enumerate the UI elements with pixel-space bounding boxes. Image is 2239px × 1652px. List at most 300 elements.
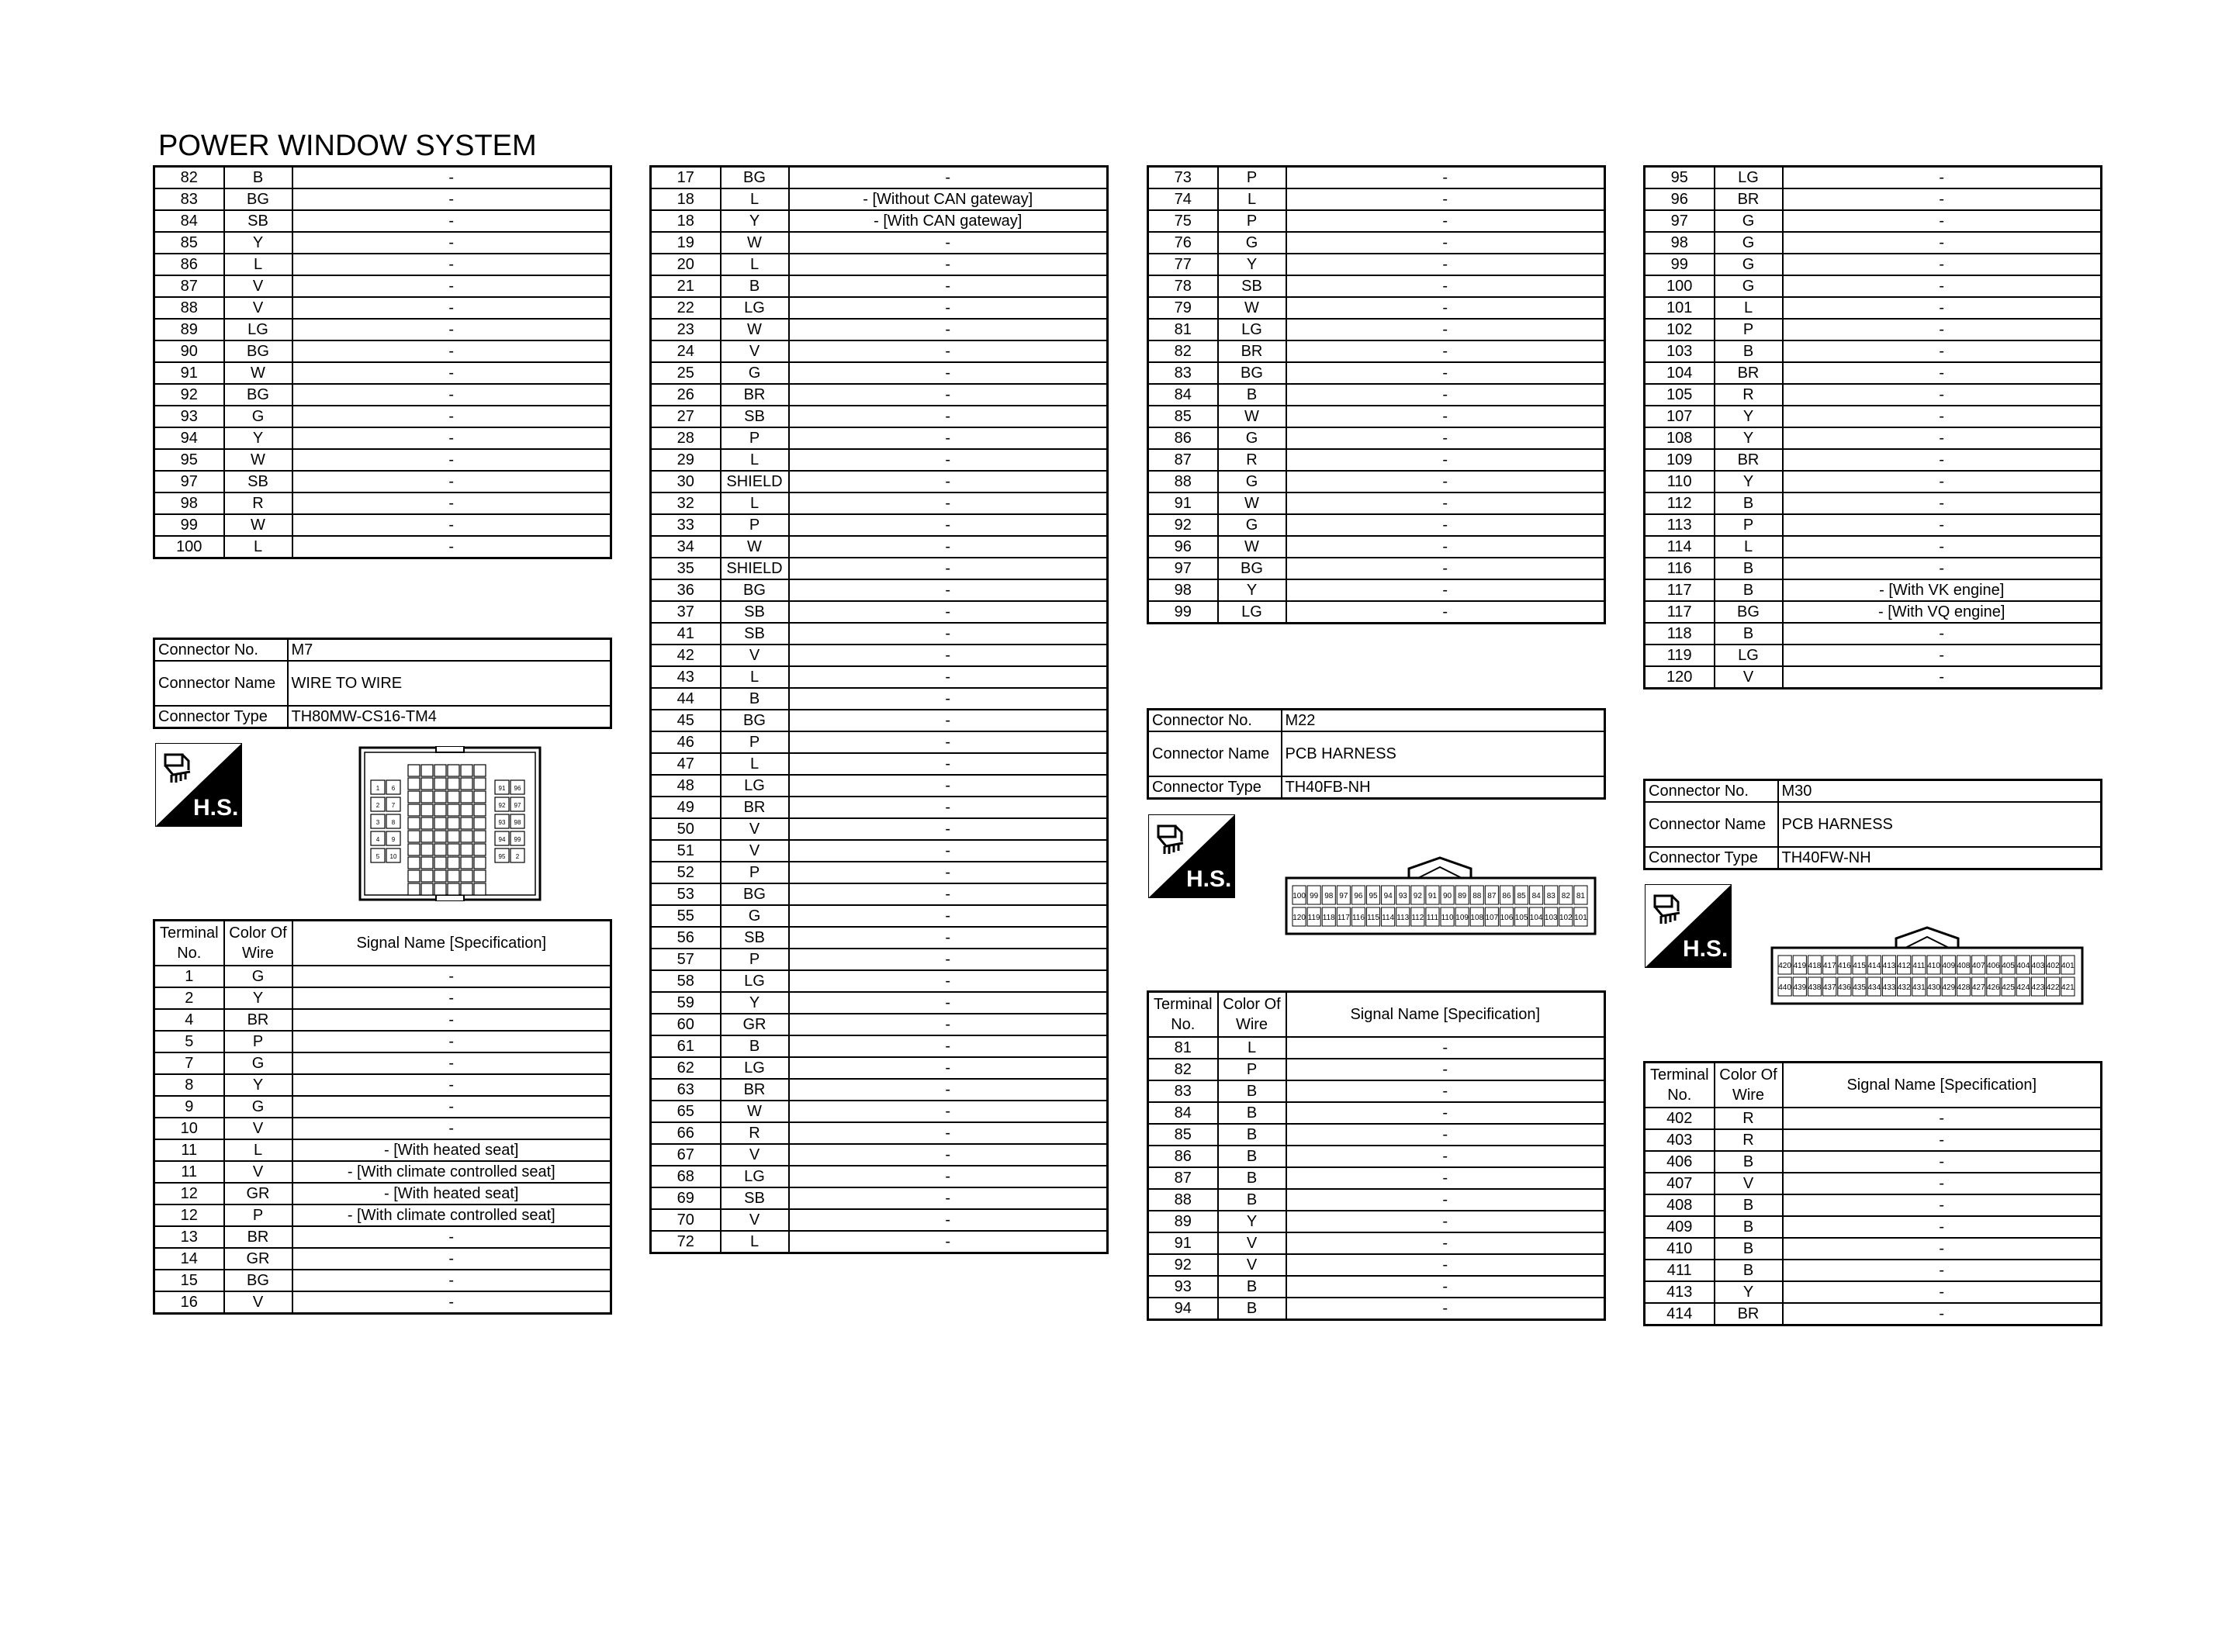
table-row — [651, 1231, 1108, 1253]
pin-label: 5 — [375, 853, 380, 860]
table-row — [651, 992, 1108, 1014]
wire-color-cell: B — [1715, 1151, 1783, 1173]
connector-name-label: Connector Name — [154, 661, 288, 706]
wire-color-cell: Y — [1218, 254, 1286, 275]
terminal-cell: 61 — [651, 1035, 721, 1057]
pin-label: 83 — [1546, 892, 1556, 900]
wire-color-cell: Y — [224, 1074, 292, 1096]
wire-color-cell: G — [1218, 232, 1286, 254]
terminal-cell: 414 — [1645, 1303, 1715, 1325]
table-row — [651, 254, 1108, 275]
terminal-cell: 79 — [1148, 297, 1218, 319]
signal-name-cell: - — [1286, 188, 1605, 210]
pin-label: 419 — [1793, 962, 1807, 970]
signal-name-cell: - — [789, 645, 1108, 666]
wire-color-cell: R — [1715, 384, 1783, 406]
signal-name-cell: - — [789, 623, 1108, 645]
table-row — [1148, 492, 1605, 514]
terminal-cell: 113 — [1645, 514, 1715, 536]
terminal-cell: 91 — [154, 362, 224, 384]
terminal-cell: 51 — [651, 840, 721, 862]
pin-cell — [461, 791, 472, 803]
wire-color-cell: B — [1218, 1102, 1286, 1124]
pin-label: 94 — [1383, 892, 1393, 900]
pin-label: 97 — [1339, 892, 1348, 900]
pin-cell — [434, 857, 446, 869]
terminal-cell: 88 — [154, 297, 224, 319]
wire-color-cell: SB — [721, 1187, 789, 1209]
pin-cell — [474, 778, 486, 790]
table-row — [651, 275, 1108, 297]
wire-color-cell: B — [721, 1035, 789, 1057]
pin-cell — [421, 857, 433, 869]
terminal-cell: 81 — [1148, 1037, 1218, 1059]
pin-label: 6 — [391, 785, 396, 792]
wire-color-cell: GR — [224, 1183, 292, 1204]
pin-label: 100 — [1293, 892, 1306, 900]
pin-cell — [408, 791, 420, 803]
wire-color-cell: GR — [721, 1014, 789, 1035]
wire-color-cell: L — [721, 254, 789, 275]
signal-name-cell: - [With climate controlled seat] — [292, 1161, 611, 1183]
table-row — [651, 514, 1108, 536]
col3-top-table — [1147, 165, 1606, 624]
wire-color-cell: W — [1218, 406, 1286, 427]
signal-name-cell: - — [292, 1226, 611, 1248]
terminal-cell: 87 — [1148, 449, 1218, 471]
wire-color-cell: L — [721, 666, 789, 688]
terminal-cell: 48 — [651, 775, 721, 797]
terminal-cell: 19 — [651, 232, 721, 254]
pin-cell — [434, 791, 446, 803]
table-row — [154, 319, 611, 340]
table-row — [651, 818, 1108, 840]
pin-label: 95 — [1369, 892, 1378, 900]
signal-name-cell: - — [789, 1101, 1108, 1122]
table-row — [651, 1187, 1108, 1209]
wire-color-cell: W — [224, 449, 292, 471]
table-row — [1645, 623, 2102, 645]
table-row — [1645, 601, 2102, 623]
pin-cell — [461, 804, 472, 816]
wire-color-cell: Y — [721, 210, 789, 232]
table-row — [651, 1166, 1108, 1187]
header-color-of-wire: Color Of Wire — [1715, 1063, 1783, 1108]
terminal-cell: 92 — [154, 384, 224, 406]
header-terminal-no: Terminal No. — [154, 921, 224, 966]
table-row — [1645, 1108, 2102, 1129]
table-row — [154, 1204, 611, 1226]
wire-color-cell: BR — [1715, 362, 1783, 384]
table-row — [1645, 492, 2102, 514]
wire-color-cell: Y — [224, 427, 292, 449]
signal-name-cell: - [Without CAN gateway] — [789, 188, 1108, 210]
pin-cell — [421, 831, 433, 842]
pin-label: 89 — [1458, 892, 1467, 900]
wire-color-cell: B — [1218, 1276, 1286, 1298]
terminal-cell: 34 — [651, 536, 721, 558]
table-row — [651, 797, 1108, 818]
signal-name-cell: - — [789, 1014, 1108, 1035]
table-row — [154, 1161, 611, 1183]
wire-color-cell: B — [1218, 1189, 1286, 1211]
table-row — [651, 579, 1108, 601]
terminal-cell: 66 — [651, 1122, 721, 1144]
terminal-cell: 101 — [1645, 297, 1715, 319]
connector-no-value: M22 — [1282, 710, 1605, 732]
table-row — [1148, 1146, 1605, 1167]
table-row — [1148, 297, 1605, 319]
table-row — [1645, 406, 2102, 427]
table-row — [1645, 167, 2102, 189]
wire-color-cell: V — [721, 645, 789, 666]
terminal-cell: 108 — [1645, 427, 1715, 449]
table-row — [1148, 536, 1605, 558]
table-row — [651, 688, 1108, 710]
pin-cell — [474, 765, 486, 776]
terminal-cell: 30 — [651, 471, 721, 492]
signal-name-cell: - — [1286, 514, 1605, 536]
wire-color-cell: BR — [224, 1226, 292, 1248]
signal-name-cell: - — [1783, 384, 2102, 406]
signal-name-cell: - — [292, 254, 611, 275]
table-row — [154, 492, 611, 514]
pin-cell — [474, 870, 486, 882]
terminal-cell: 14 — [154, 1248, 224, 1270]
table-row — [154, 188, 611, 210]
terminal-cell: 26 — [651, 384, 721, 406]
harness-side-icon — [155, 743, 242, 827]
wire-color-cell: LG — [224, 319, 292, 340]
signal-name-cell: - — [1286, 1037, 1605, 1059]
hs-label: H.S. — [1186, 866, 1232, 892]
terminal-cell: 411 — [1645, 1260, 1715, 1281]
pin-label: 120 — [1293, 914, 1306, 922]
terminal-cell: 402 — [1645, 1108, 1715, 1129]
table-row — [154, 449, 611, 471]
table-row — [1645, 1216, 2102, 1238]
pin-label: 407 — [1971, 962, 1985, 970]
pin-cell — [408, 778, 420, 790]
wire-color-cell: SB — [721, 601, 789, 623]
header-color-of-wire: Color Of Wire — [224, 921, 292, 966]
signal-name-cell: - — [1286, 1298, 1605, 1320]
signal-name-cell: - [With CAN gateway] — [789, 210, 1108, 232]
table-row — [154, 1074, 611, 1096]
signal-name-cell: - — [1783, 1129, 2102, 1151]
signal-name-cell: - — [789, 927, 1108, 949]
connector-no-label: Connector No. — [1148, 710, 1282, 732]
pin-label: 88 — [1472, 892, 1482, 900]
wire-color-cell: L — [721, 449, 789, 471]
pin-label: 408 — [1957, 962, 1971, 970]
signal-name-cell: - — [292, 319, 611, 340]
terminal-cell: 17 — [651, 167, 721, 189]
table-row — [154, 427, 611, 449]
signal-name-cell: - — [789, 297, 1108, 319]
wire-color-cell: V — [1218, 1232, 1286, 1254]
signal-name-cell: - — [1783, 1151, 2102, 1173]
table-row — [1148, 427, 1605, 449]
wire-color-cell: B — [1715, 340, 1783, 362]
table-row — [651, 384, 1108, 406]
terminal-cell: 9 — [154, 1096, 224, 1118]
wire-color-cell: B — [1218, 384, 1286, 406]
signal-name-cell: - — [789, 427, 1108, 449]
signal-name-cell: - — [789, 862, 1108, 883]
pin-label: 429 — [1942, 983, 1956, 992]
signal-name-cell: - — [1286, 362, 1605, 384]
wire-color-cell: Y — [721, 992, 789, 1014]
table-row — [1645, 319, 2102, 340]
signal-name-cell: - — [789, 406, 1108, 427]
wire-color-cell: V — [224, 1118, 292, 1139]
terminal-cell: 94 — [1148, 1298, 1218, 1320]
signal-name-cell: - — [292, 188, 611, 210]
terminal-cell: 56 — [651, 927, 721, 949]
pin-label: 409 — [1942, 962, 1956, 970]
wire-color-cell: Y — [1715, 406, 1783, 427]
wire-color-cell: G — [1218, 471, 1286, 492]
terminal-cell: 18 — [651, 188, 721, 210]
pin-cell — [434, 844, 446, 855]
table-row — [1148, 514, 1605, 536]
terminal-cell: 103 — [1645, 340, 1715, 362]
table-row — [1148, 471, 1605, 492]
table-row — [1645, 449, 2102, 471]
signal-name-cell: - — [292, 362, 611, 384]
table-row — [1148, 188, 1605, 210]
terminal-cell: 15 — [154, 1270, 224, 1291]
pin-label: 435 — [1853, 983, 1866, 992]
pin-label: 440 — [1778, 983, 1791, 992]
table-row — [1645, 362, 2102, 384]
terminal-cell: 74 — [1148, 188, 1218, 210]
signal-name-cell: - — [789, 167, 1108, 189]
signal-name-cell: - [With heated seat] — [292, 1183, 611, 1204]
table-row — [651, 601, 1108, 623]
table-row — [651, 775, 1108, 797]
table-row — [154, 1031, 611, 1052]
signal-name-cell: - — [1286, 319, 1605, 340]
pin-label: 97 — [514, 802, 521, 809]
signal-name-cell: - — [789, 905, 1108, 927]
table-row — [154, 987, 611, 1009]
table-row — [1645, 254, 2102, 275]
wire-color-cell: B — [1218, 1146, 1286, 1167]
connector-no-label: Connector No. — [1645, 780, 1778, 803]
terminal-cell: 1 — [154, 966, 224, 987]
wire-color-cell: B — [1218, 1298, 1286, 1320]
pin-label: 416 — [1838, 962, 1851, 970]
signal-name-cell: - — [1286, 1232, 1605, 1254]
terminal-cell: 102 — [1645, 319, 1715, 340]
wire-color-cell: P — [721, 427, 789, 449]
wire-color-cell: G — [1715, 275, 1783, 297]
table-row — [651, 362, 1108, 384]
pin-cell — [474, 831, 486, 842]
signal-name-cell: - — [789, 1122, 1108, 1144]
wire-color-cell: B — [1715, 1194, 1783, 1216]
harness-side-icon — [1148, 814, 1235, 898]
signal-name-cell: - — [1783, 232, 2102, 254]
table-row — [154, 384, 611, 406]
pin-cell — [408, 857, 420, 869]
pin-cell — [434, 765, 446, 776]
m30-connector-diagram — [1770, 924, 2084, 1005]
signal-name-cell: - — [1783, 536, 2102, 558]
col1-top-table — [153, 165, 612, 559]
pin-cell — [434, 778, 446, 790]
table-row — [1148, 558, 1605, 579]
signal-name-cell: - — [292, 232, 611, 254]
pin-cell — [421, 844, 433, 855]
terminal-cell: 97 — [154, 471, 224, 492]
wire-color-cell: V — [721, 340, 789, 362]
table-row — [154, 536, 611, 558]
terminal-cell: 21 — [651, 275, 721, 297]
table-row — [651, 427, 1108, 449]
signal-name-cell: - — [789, 1144, 1108, 1166]
terminal-cell: 85 — [154, 232, 224, 254]
pin-label: 404 — [2016, 962, 2030, 970]
terminal-cell: 45 — [651, 710, 721, 731]
pin-label: 413 — [1882, 962, 1896, 970]
wire-color-cell: G — [224, 966, 292, 987]
signal-name-cell: - — [1783, 492, 2102, 514]
connector-type-value: TH40FB-NH — [1282, 776, 1605, 799]
signal-name-cell: - — [1783, 1108, 2102, 1129]
connector-type-label: Connector Type — [154, 706, 288, 728]
table-row — [651, 1209, 1108, 1231]
signal-name-cell: - — [789, 710, 1108, 731]
table-row — [1148, 1232, 1605, 1254]
table-row — [651, 297, 1108, 319]
wire-color-cell: W — [1218, 297, 1286, 319]
terminal-cell: 10 — [154, 1118, 224, 1139]
terminal-cell: 24 — [651, 340, 721, 362]
pin-label: 10 — [389, 853, 397, 860]
signal-name-cell: - — [1286, 340, 1605, 362]
signal-name-cell: - — [1783, 319, 2102, 340]
header-terminal-no: Terminal No. — [1645, 1063, 1715, 1108]
wire-color-cell: LG — [721, 970, 789, 992]
table-row — [154, 514, 611, 536]
wire-color-cell: P — [1715, 514, 1783, 536]
wire-color-cell: W — [224, 362, 292, 384]
terminal-cell: 32 — [651, 492, 721, 514]
signal-name-cell: - — [1783, 188, 2102, 210]
terminal-cell: 23 — [651, 319, 721, 340]
pin-label: 118 — [1322, 914, 1335, 922]
signal-name-cell: - — [292, 492, 611, 514]
terminal-cell: 68 — [651, 1166, 721, 1187]
table-row — [1645, 232, 2102, 254]
signal-name-cell: - — [789, 340, 1108, 362]
signal-name-cell: - — [292, 1031, 611, 1052]
terminal-cell: 27 — [651, 406, 721, 427]
pin-cell — [461, 778, 472, 790]
terminal-cell: 407 — [1645, 1173, 1715, 1194]
connector-type-label: Connector Type — [1148, 776, 1282, 799]
wire-color-cell: BG — [224, 340, 292, 362]
hs-label: H.S. — [1683, 936, 1729, 962]
signal-name-cell: - — [1783, 340, 2102, 362]
table-row — [154, 254, 611, 275]
pin-cell — [434, 804, 446, 816]
pin-cell — [408, 831, 420, 842]
table-row — [154, 1009, 611, 1031]
wire-color-cell: BR — [1715, 188, 1783, 210]
pin-label: 428 — [1957, 983, 1971, 992]
pin-label: 402 — [2046, 962, 2060, 970]
wire-color-cell: BG — [224, 384, 292, 406]
terminal-cell: 52 — [651, 862, 721, 883]
pin-cell — [434, 831, 446, 842]
table-row — [1645, 1194, 2102, 1216]
terminal-cell: 44 — [651, 688, 721, 710]
pin-label: 106 — [1500, 914, 1514, 922]
pin-label: 94 — [498, 836, 506, 843]
signal-name-cell: - — [1286, 297, 1605, 319]
table-row — [651, 492, 1108, 514]
signal-name-cell: - — [1783, 449, 2102, 471]
signal-name-cell: - [With climate controlled seat] — [292, 1204, 611, 1226]
table-row — [1645, 471, 2102, 492]
signal-name-cell: - — [1286, 558, 1605, 579]
wire-color-cell: B — [224, 167, 292, 189]
pin-cell — [421, 817, 433, 829]
table-row — [1148, 579, 1605, 601]
pin-label: 113 — [1396, 914, 1410, 922]
table-header — [154, 921, 611, 966]
terminal-cell: 92 — [1148, 514, 1218, 536]
terminal-cell: 109 — [1645, 449, 1715, 471]
pin-label: 93 — [498, 819, 506, 826]
wire-color-cell: LG — [1218, 601, 1286, 624]
signal-name-cell: - — [292, 449, 611, 471]
terminal-cell: 96 — [1148, 536, 1218, 558]
wire-color-cell: G — [224, 406, 292, 427]
pin-label: 108 — [1470, 914, 1484, 922]
pin-cell — [448, 831, 459, 842]
wire-color-cell: Y — [1218, 579, 1286, 601]
signal-name-cell: - [With VK engine] — [1783, 579, 2102, 601]
wire-color-cell: SHIELD — [721, 558, 789, 579]
pin-cell — [434, 870, 446, 882]
wire-color-cell: LG — [1715, 645, 1783, 666]
m30-connector-info — [1643, 779, 2102, 870]
pin-label: 105 — [1514, 914, 1528, 922]
pin-label: 91 — [498, 785, 506, 792]
pin-label: 104 — [1529, 914, 1543, 922]
signal-name-cell: - — [1286, 406, 1605, 427]
signal-name-cell: - — [292, 1291, 611, 1314]
col4-top-table — [1643, 165, 2102, 689]
table-row — [154, 297, 611, 319]
pin-label: 424 — [2016, 983, 2030, 992]
signal-name-cell: - — [1286, 384, 1605, 406]
table-row — [651, 1035, 1108, 1057]
wire-color-cell: B — [1715, 1260, 1783, 1281]
pin-label: 425 — [2002, 983, 2015, 992]
signal-name-cell: - — [292, 1248, 611, 1270]
table-row — [154, 1248, 611, 1270]
table-row — [651, 753, 1108, 775]
terminal-cell: 84 — [1148, 1102, 1218, 1124]
table-row — [1645, 514, 2102, 536]
wire-color-cell: V — [721, 818, 789, 840]
